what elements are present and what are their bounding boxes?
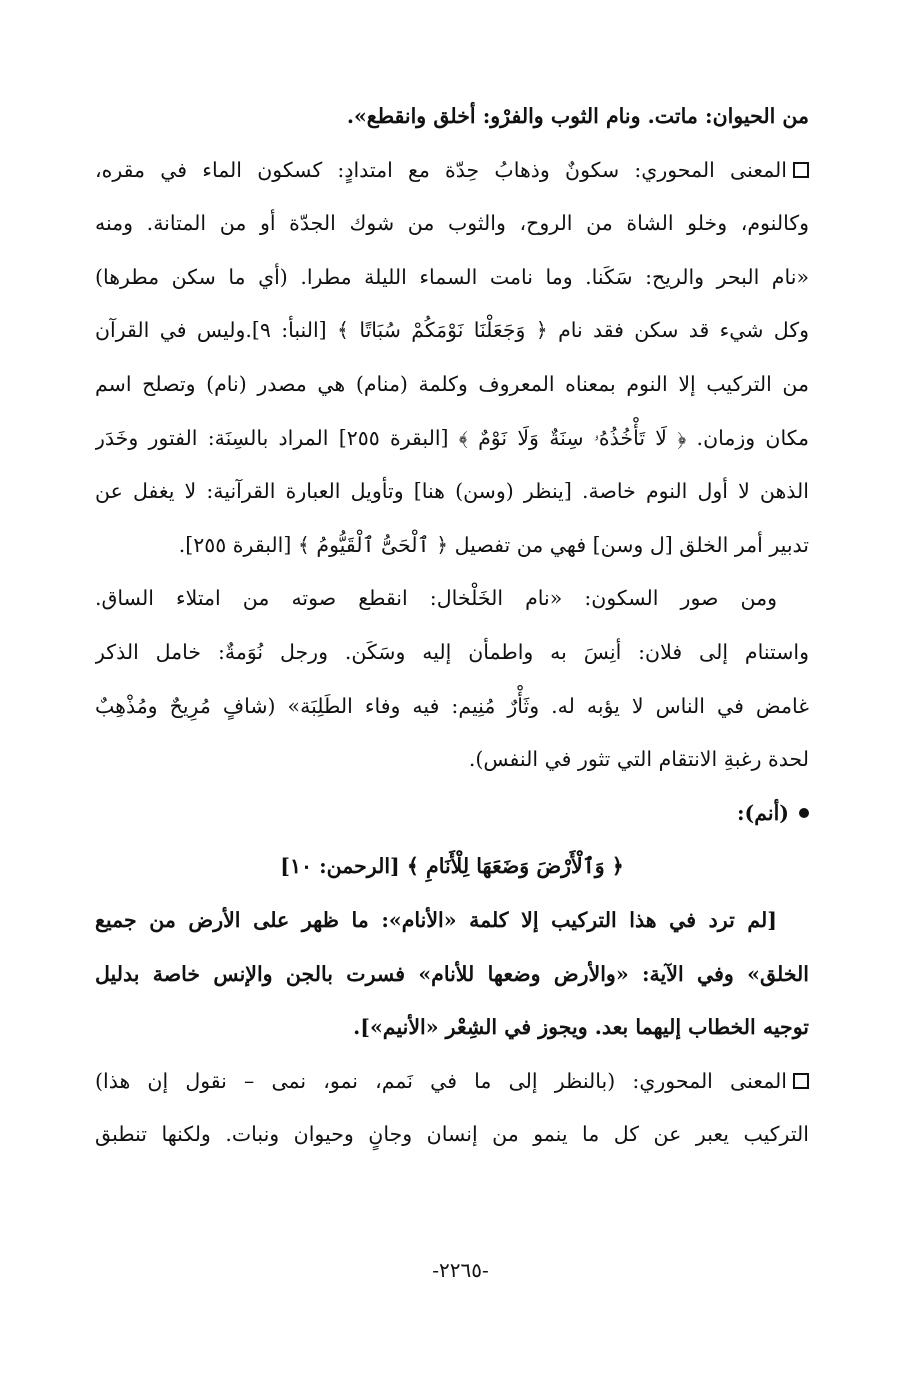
text-line bbox=[95, 144, 809, 198]
quran-verse: ﴿ وَٱلْأَرْضَ وَضَعَهَا لِلْأَنَامِ ﴾ [الرحمن: ١٠] bbox=[280, 854, 624, 879]
text-line: ومن صور السكون: «نام الخَلْخال: انقطع صوته من امتلاء الساق. bbox=[95, 586, 777, 611]
section-heading-text: (أنم): bbox=[736, 800, 789, 825]
text-line: تدبير أمر الخلق [ل وسن] فهي من تفصيل ﴿ ٱلْحَىُّ ٱلْقَيُّومُ ﴾ [البقرة ٢٥٥]. bbox=[178, 532, 809, 557]
text-line: وكل شيء قد سكن فقد نام ﴿ وَجَعَلْنَا نَوْمَكُمْ سُبَاتًا ﴾ [النبأ: ٩].وليس في القرآن bbox=[95, 318, 809, 343]
page-number: -٢٢٦٥- bbox=[432, 1258, 489, 1282]
text-line: التركيب يعبر عن كل ما ينمو من إنسان وجانٍ وحيوان ونبات. ولكنها تنطبق bbox=[95, 1122, 809, 1147]
section-heading bbox=[95, 787, 809, 841]
text-line: مكان وزمان. ﴿ لَا تَأْخُذُهُۥ سِنَةٌ وَلَا نَوْمٌ ﴾ [البقرة ٢٥٥] المراد بالسِنَة: الفتور وخَدَر bbox=[95, 425, 809, 450]
text-line-content: المعنى المحوري: سكونٌ وذهابُ حِدّة مع امتدادٍ: كسكون الماء في مقره، bbox=[95, 157, 787, 182]
square-box-icon bbox=[793, 162, 809, 178]
text-line: توجيه الخطاب إليهما بعد. ويجوز في الشِعْر «الأنيم»]. bbox=[353, 1015, 809, 1040]
text-line: غامض في الناس لا يؤبه له. وثَأْرٌ مُنِيم: فيه وفاء الطَلِبَة» (شافٍ مُرِيحٌ ومُذْهِبٌ bbox=[95, 693, 809, 718]
square-box-icon bbox=[793, 1073, 809, 1089]
text-line: لحدة رغبةِ الانتقام التي تثور في النفس). bbox=[468, 747, 809, 772]
text-line bbox=[95, 1055, 809, 1109]
text-line-content: المعنى المحوري: (بالنظر إلى ما في نَمم، نمو، نمى – نقول إن هذا) bbox=[95, 1068, 787, 1093]
text-line: من الحيوان: ماتت. ونام الثوب والفرْو: أخلق وانقطع». bbox=[346, 104, 809, 128]
text-line: الخلق» وفي الآية: «والأرض وضعها للأنام» فسرت بالجن والإنس خاصة بدليل bbox=[95, 961, 809, 986]
text-line: واستنام إلى فلان: أنِسَ به واطمأن إليه وسَكَن. ورجل نُوَمةٌ: خامل الذكر bbox=[95, 639, 809, 664]
bullet-icon bbox=[799, 808, 809, 818]
text-line: [لم ترد في هذا التركيب إلا كلمة «الأنام»: ما ظهر على الأرض من جميع bbox=[95, 907, 777, 932]
text-line: الذهن لا أول النوم خاصة. [ينظر (وسن) هنا] وتأويل العبارة القرآنية: لا يغفل عن bbox=[95, 479, 809, 504]
text-line: «نام البحر والريح: سَكَنا. وما نامت السماء الليلة مطرا. (أي ما سكن مطرها) bbox=[95, 264, 809, 289]
text-line: من التركيب إلا النوم بمعناه المعروف وكلمة (منام) هي مصدر (نام) وتصلح اسم bbox=[95, 371, 809, 396]
text-line: وكالنوم، وخلو الشاة من الروح، والثوب من شوك الجدّة أو من المتانة. ومنه bbox=[95, 211, 809, 236]
